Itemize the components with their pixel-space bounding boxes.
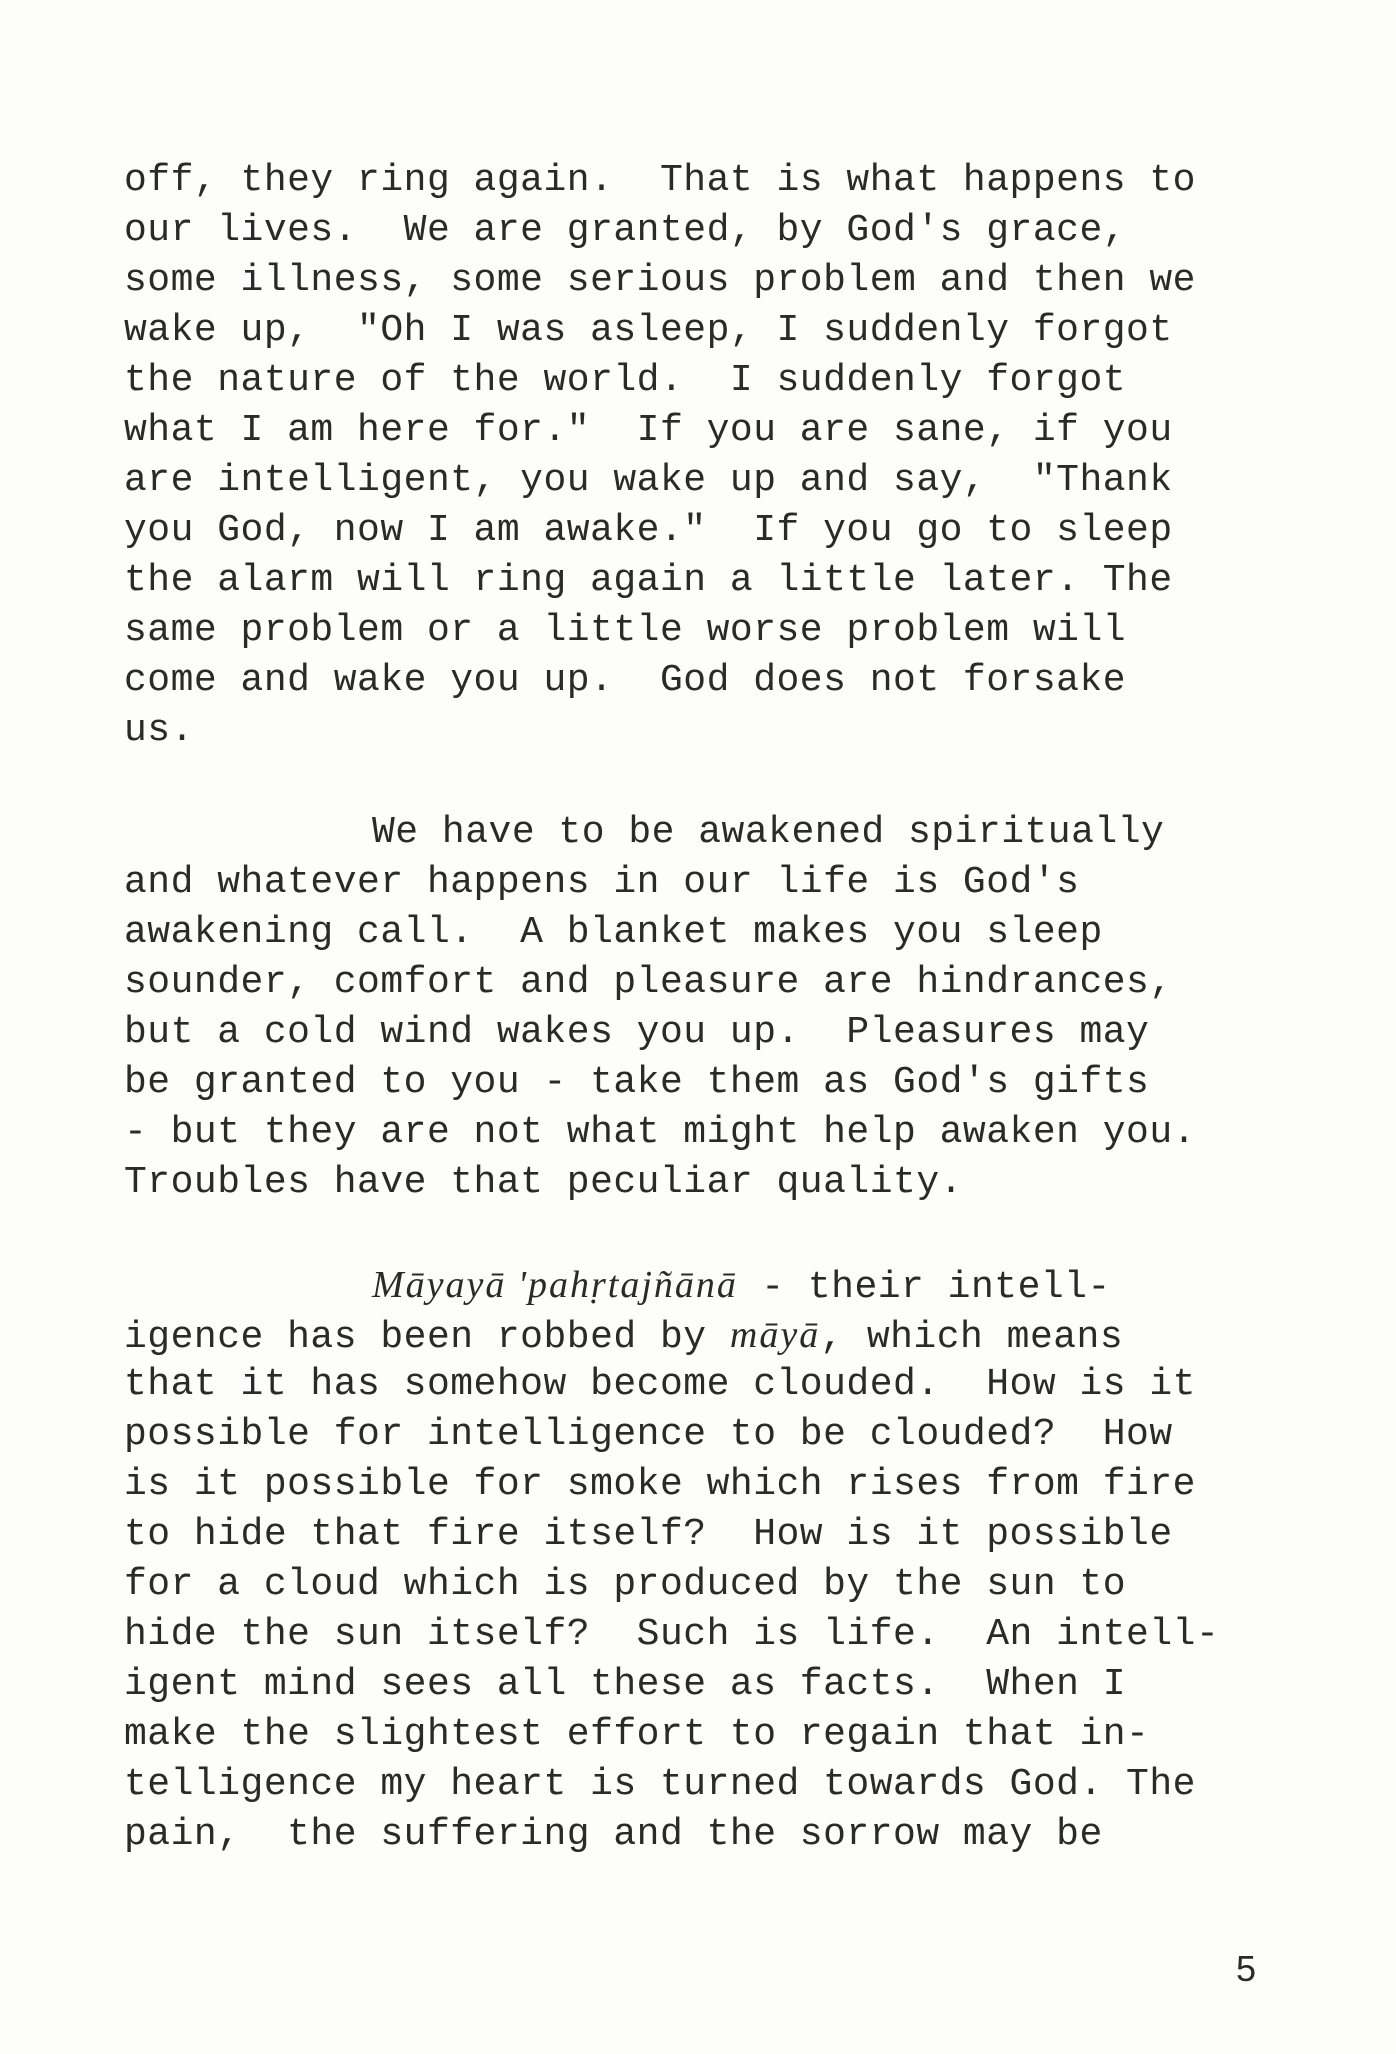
text-line: telligence my heart is turned towards God. The xyxy=(124,1763,1196,1806)
text-line: same problem or a little worse problem will xyxy=(124,609,1127,652)
text-line: igent mind sees all these as facts. When I xyxy=(124,1663,1127,1706)
paragraph-1 xyxy=(124,156,1304,756)
text-line: is it possible for smoke which rises from fire xyxy=(124,1463,1196,1506)
text-line: possible for intelligence to be clouded? How xyxy=(124,1413,1173,1456)
text-line: the alarm will ring again a little later. The xyxy=(124,559,1173,602)
text-line xyxy=(124,1310,1304,1360)
text-line: awakening call. A blanket makes you sleep xyxy=(124,911,1103,954)
text-fragment: igence has been robbed by xyxy=(124,1316,730,1359)
text-line: us. xyxy=(124,709,194,752)
text-line: pain, the suffering and the sorrow may be xyxy=(124,1813,1103,1856)
text-line: and whatever happens in our life is God's xyxy=(124,861,1080,904)
text-line: that it has somehow become clouded. How is it xyxy=(124,1363,1196,1406)
text-line: are intelligent, you wake up and say, "Thank xyxy=(124,459,1173,502)
sanskrit-phrase: Māyayā 'pahṛtajñānā xyxy=(372,1264,738,1306)
text-line: some illness, some serious problem and then we xyxy=(124,259,1196,302)
text-line: what I am here for." If you are sane, if you xyxy=(124,409,1173,452)
text-line: sounder, comfort and pleasure are hindrances, xyxy=(124,961,1173,1004)
text-line xyxy=(124,1260,1304,1310)
text-line: but a cold wind wakes you up. Pleasures may xyxy=(124,1011,1150,1054)
text-line: hide the sun itself? Such is life. An intell- xyxy=(124,1613,1220,1656)
text-line: - but they are not what might help awaken you. xyxy=(124,1111,1196,1154)
text-line: make the slightest effort to regain that in- xyxy=(124,1713,1150,1756)
text-line: Troubles have that peculiar quality. xyxy=(124,1161,963,1204)
text-line: off, they ring again. That is what happens to xyxy=(124,159,1196,202)
text-line: the nature of the world. I suddenly forgot xyxy=(124,359,1127,402)
text-line: for a cloud which is produced by the sun to xyxy=(124,1563,1127,1606)
text-line: you God, now I am awake." If you go to sleep xyxy=(124,509,1173,552)
text-fragment: , which means xyxy=(820,1316,1124,1359)
text-line: to hide that fire itself? How is it possible xyxy=(124,1513,1173,1556)
paragraph-2 xyxy=(124,808,1304,1208)
text-line: wake up, "Oh I was asleep, I suddenly forgot xyxy=(124,309,1173,352)
page-number: 5 xyxy=(1235,1948,1256,1989)
text-line: be granted to you - take them as God's gifts xyxy=(124,1061,1150,1104)
sanskrit-word: māyā xyxy=(729,1314,821,1356)
text-line: come and wake you up. God does not forsake xyxy=(124,659,1127,702)
paragraph-3 xyxy=(124,1260,1304,1860)
text-line: We have to be awakened spiritually xyxy=(372,811,1165,854)
text-line: our lives. We are granted, by God's grace, xyxy=(124,209,1127,252)
text-fragment: - their intell- xyxy=(737,1266,1111,1309)
